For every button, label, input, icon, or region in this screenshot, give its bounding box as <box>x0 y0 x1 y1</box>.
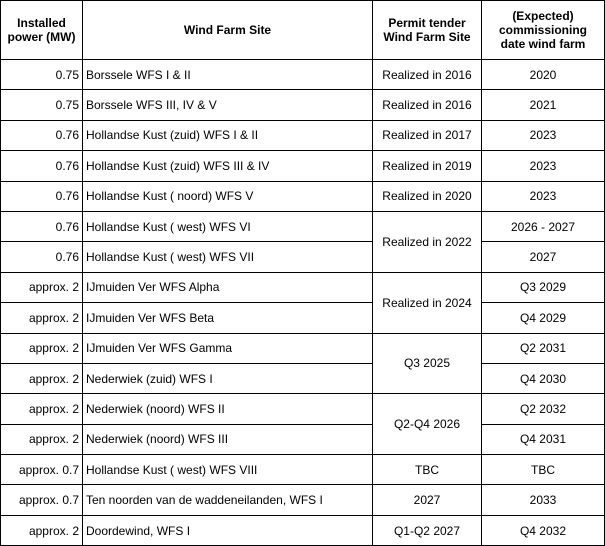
site-cell: Ten noorden van de waddeneilanden, WFS I <box>83 485 373 515</box>
power-cell: 0.76 <box>1 120 83 150</box>
table-row <box>1 242 605 272</box>
power-cell: approx. 2 <box>1 333 83 363</box>
table-row <box>1 272 605 302</box>
date-cell: 2026 - 2027 <box>482 211 605 241</box>
table-row <box>1 485 605 515</box>
date-cell: Q4 2032 <box>482 515 605 545</box>
power-cell: 0.76 <box>1 211 83 241</box>
power-cell: 0.76 <box>1 151 83 181</box>
date-cell: Q2 2031 <box>482 333 605 363</box>
power-cell: 0.76 <box>1 242 83 272</box>
table-row <box>1 303 605 333</box>
power-cell: approx. 0.7 <box>1 485 83 515</box>
table-row <box>1 60 605 90</box>
table-row <box>1 181 605 211</box>
site-cell: Nederwiek (noord) WFS II <box>83 394 373 424</box>
permit-cell: Q2-Q4 2026 <box>373 394 482 455</box>
power-cell: 0.75 <box>1 60 83 90</box>
permit-cell: Realized in 2016 <box>373 90 482 120</box>
site-cell: Hollandse Kust (zuid) WFS III & IV <box>83 151 373 181</box>
header-installed-power: Installed power (MW) <box>1 1 83 60</box>
date-cell: 2027 <box>482 242 605 272</box>
date-cell: Q4 2030 <box>482 363 605 393</box>
date-cell: Q4 2029 <box>482 303 605 333</box>
power-cell: approx. 2 <box>1 515 83 545</box>
table-row <box>1 515 605 545</box>
site-cell: Hollandse Kust (zuid) WFS I & II <box>83 120 373 150</box>
header-permit-tender: Permit tender Wind Farm Site <box>373 1 482 60</box>
permit-cell: Realized in 2016 <box>373 60 482 90</box>
permit-cell: TBC <box>373 455 482 485</box>
site-cell: Nederwiek (zuid) WFS I <box>83 363 373 393</box>
site-cell: IJmuiden Ver WFS Alpha <box>83 272 373 302</box>
date-cell: Q4 2031 <box>482 424 605 454</box>
permit-cell: Realized in 2020 <box>373 181 482 211</box>
permit-cell: 2027 <box>373 485 482 515</box>
date-cell: 2020 <box>482 60 605 90</box>
header-commissioning-date: (Expected) commissioning date wind farm <box>482 1 605 60</box>
site-cell: Hollandse Kust ( west) WFS VIII <box>83 455 373 485</box>
power-cell: approx. 0.7 <box>1 455 83 485</box>
table-row <box>1 211 605 241</box>
power-cell: 0.76 <box>1 181 83 211</box>
date-cell: Q2 2032 <box>482 394 605 424</box>
header-row <box>1 1 605 60</box>
site-cell: Nederwiek (noord) WFS III <box>83 424 373 454</box>
power-cell: approx. 2 <box>1 363 83 393</box>
site-cell: Borssele WFS III, IV & V <box>83 90 373 120</box>
table-row <box>1 151 605 181</box>
site-cell: Borssele WFS I & II <box>83 60 373 90</box>
table-row <box>1 90 605 120</box>
site-cell: Hollandse Kust ( west) WFS VII <box>83 242 373 272</box>
date-cell: 2023 <box>482 151 605 181</box>
table-row <box>1 394 605 424</box>
table-row <box>1 120 605 150</box>
site-cell: Hollandse Kust ( noord) WFS V <box>83 181 373 211</box>
permit-cell: Q3 2025 <box>373 333 482 394</box>
header-wind-farm-site: Wind Farm Site <box>83 1 373 60</box>
permit-cell: Realized in 2017 <box>373 120 482 150</box>
site-cell: Hollandse Kust ( west) WFS VI <box>83 211 373 241</box>
permit-cell: Realized in 2024 <box>373 272 482 333</box>
date-cell: 2033 <box>482 485 605 515</box>
table-row <box>1 333 605 363</box>
table-row <box>1 455 605 485</box>
power-cell: approx. 2 <box>1 394 83 424</box>
date-cell: Q3 2029 <box>482 272 605 302</box>
permit-cell: Q1-Q2 2027 <box>373 515 482 545</box>
permit-cell: Realized in 2022 <box>373 211 482 272</box>
date-cell: 2023 <box>482 120 605 150</box>
site-cell: Doordewind, WFS I <box>83 515 373 545</box>
table-row <box>1 363 605 393</box>
power-cell: 0.75 <box>1 90 83 120</box>
site-cell: IJmuiden Ver WFS Gamma <box>83 333 373 363</box>
date-cell: 2023 <box>482 181 605 211</box>
power-cell: approx. 2 <box>1 303 83 333</box>
power-cell: approx. 2 <box>1 272 83 302</box>
site-cell: IJmuiden Ver WFS Beta <box>83 303 373 333</box>
date-cell: 2021 <box>482 90 605 120</box>
power-cell: approx. 2 <box>1 424 83 454</box>
date-cell: TBC <box>482 455 605 485</box>
permit-cell: Realized in 2019 <box>373 151 482 181</box>
table-row <box>1 424 605 454</box>
